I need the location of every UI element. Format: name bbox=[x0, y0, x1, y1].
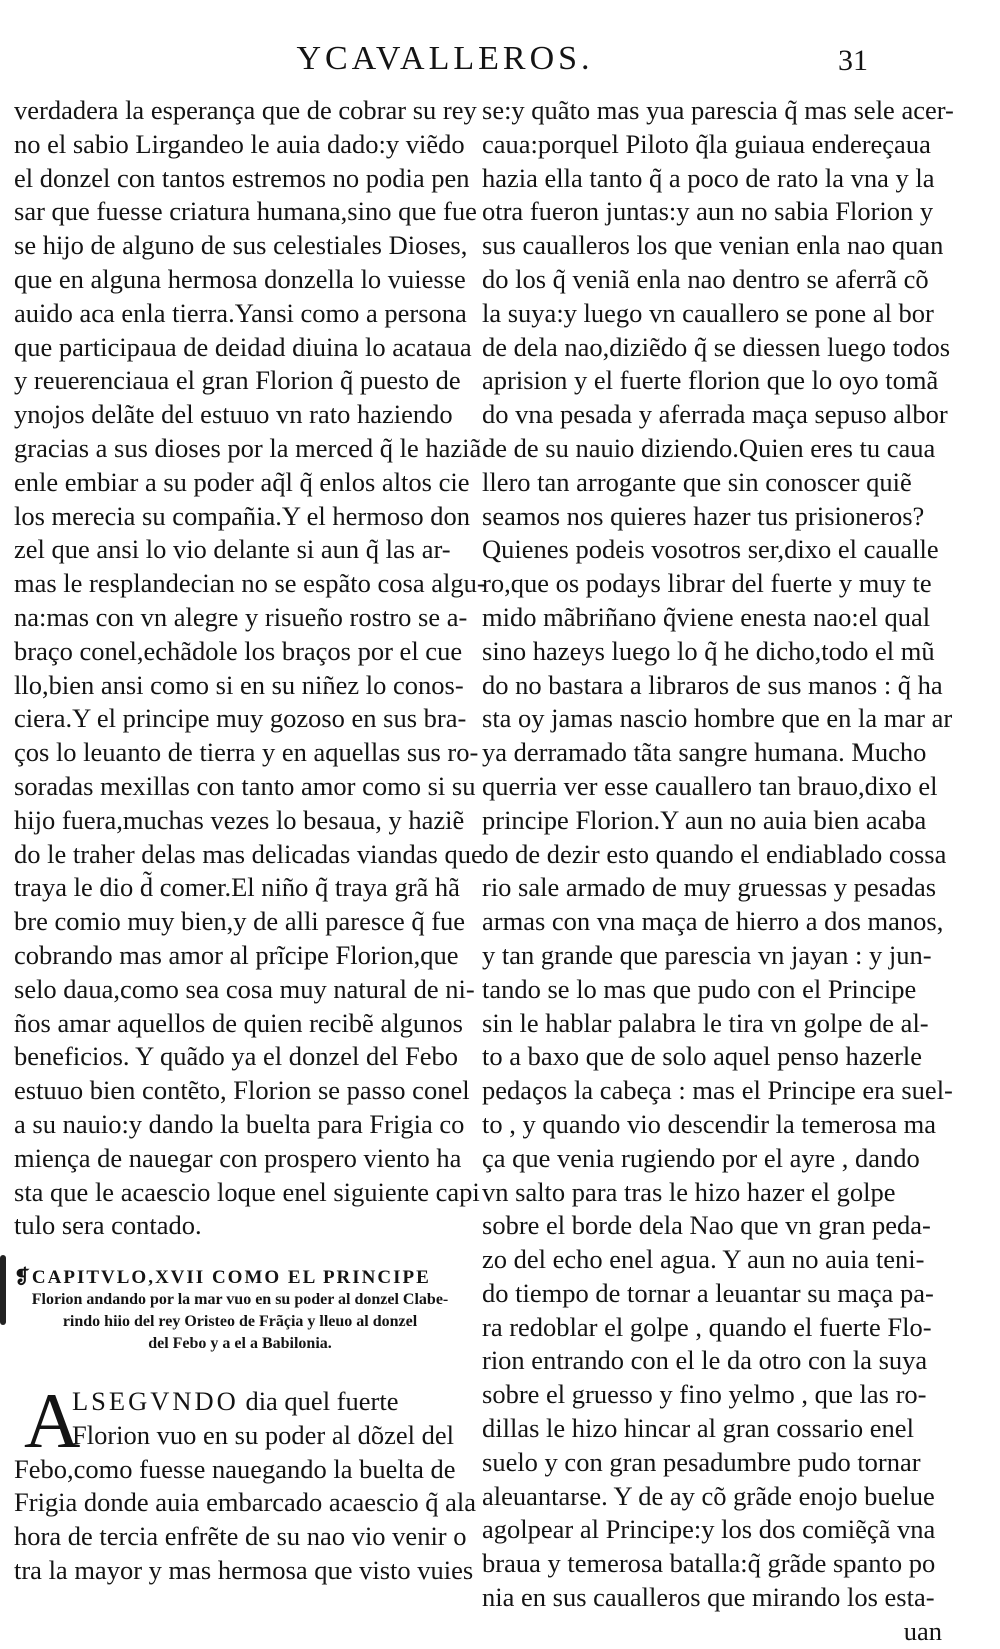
text-line: zo del echo enel agua. Y aun no auia teni- bbox=[482, 1244, 925, 1275]
text-line: na:mas con vn alegre y risueño rostro se a- bbox=[14, 601, 468, 632]
text-line: estuuo bien contẽto, Florion se passo conel bbox=[14, 1075, 470, 1106]
text-line: Febo,como fuesse nauegando la buelta de bbox=[14, 1453, 456, 1484]
text-line: soradas mexillas con tanto amor como si su bbox=[14, 770, 476, 801]
text-line: Quienes podeis vosotros ser,dixo el caualle bbox=[482, 534, 939, 565]
text-line: do los q̃ veniã enla nao dentro se aferrã cõ bbox=[482, 263, 929, 294]
text-line: caua:porquel Piloto q̃la guiaua endereçaua bbox=[482, 128, 931, 159]
text-line: sino hazeys luego lo q̃ he dicho,todo el mũ bbox=[482, 635, 935, 666]
text-line: vn salto para tras le hizo hazer el golpe bbox=[482, 1176, 896, 1207]
text-line: braua y temerosa batalla:q̃ grãde spanto po bbox=[482, 1548, 936, 1579]
text-line: hazia ella tanto q̃ a poco de rato la vna y la bbox=[482, 162, 935, 193]
right-column-text bbox=[482, 94, 954, 1615]
text-line: selo daua,como sea cosa muy natural de ni- bbox=[14, 973, 475, 1004]
right-column bbox=[482, 94, 954, 1649]
text-line: ra redoblar el golpe , quando el fuerte Flo- bbox=[482, 1311, 932, 1342]
text-line: hijo fuera,muchas vezes lo besaua, y haziẽ bbox=[14, 804, 465, 835]
text-line: gracias a sus dioses por la merced q̃ le haziã bbox=[14, 432, 482, 463]
text-line: rion entrando con el le da otro con la suya bbox=[482, 1345, 928, 1376]
text-line: do no bastara a libraros de sus manos : q̃ ha bbox=[482, 669, 943, 700]
text-line: sobre el borde dela Nao que vn gran peda- bbox=[482, 1210, 931, 1241]
left-column-text bbox=[14, 94, 486, 1243]
text-line: bre comio muy bien,y de alli paresce q̃ fue bbox=[14, 906, 466, 937]
chapter-first-rest: dia quel fuerte bbox=[238, 1386, 399, 1417]
text-line: ça que venia rugiendo por el ayre , dando bbox=[482, 1142, 920, 1173]
chapter-heading-line: Florion andando por la mar vuo en su poder al donzel Clabe- bbox=[31, 1291, 449, 1309]
text-line: de dela nao,diziẽdo q̃ se diessen luego todos bbox=[482, 331, 951, 362]
text-line: y tan grande que parescia vn jayan : y jun- bbox=[482, 939, 932, 970]
chapter-heading bbox=[14, 1267, 466, 1355]
catchword: uan bbox=[903, 1615, 942, 1646]
text-line: sar que fuesse criatura humana,sino que fue bbox=[14, 196, 477, 227]
chapter-heading-line: del Febo y a el a Babilonia. bbox=[148, 1335, 332, 1353]
text-line: se hijo de alguno de sus celestiales Dioses, bbox=[14, 230, 468, 261]
chapter-body bbox=[14, 1377, 477, 1588]
text-line: sus caualleros los que venian enla nao quan bbox=[482, 230, 944, 261]
chapter-heading-line: rindo hiio del rey Oristeo de Frãçia y lleuo al donzel bbox=[62, 1313, 418, 1331]
text-line: otra fueron juntas:y aun no sabia Florion y bbox=[482, 196, 934, 227]
text-line: hora de tercia enfrẽte de su nao vio venir o bbox=[14, 1521, 467, 1552]
text-line: pedaços la cabeça : mas el Principe era suel- bbox=[482, 1075, 953, 1106]
text-line: tra la mayor y mas hermosa que visto vuies bbox=[14, 1555, 474, 1586]
text-line: do de dezir esto quando el endiablado cossa bbox=[482, 838, 947, 869]
chapter-first-caps: LSEGVNDO bbox=[72, 1386, 239, 1417]
text-line: que participaua de deidad diuina lo acataua bbox=[14, 331, 472, 362]
text-line: dillas le hizo hincar al gran cossario enel bbox=[482, 1413, 914, 1444]
text-line: sta oy jamas nascio hombre que en la mar ar bbox=[482, 703, 953, 734]
running-head: YCAVALLEROS. bbox=[296, 40, 594, 77]
text-line: ños amar aquellos de quien recibẽ algunos bbox=[14, 1007, 463, 1038]
text-line: sin le hablar palabra le tira vn golpe de al- bbox=[482, 1007, 929, 1038]
text-line: principe Florion.Y aun no auia bien acaba bbox=[482, 804, 927, 835]
text-line: Frigia donde auia embarcado acaescio q̃ ala bbox=[14, 1487, 477, 1518]
text-line: traya le dio d̃ comer.El niño q̃ traya grã hã bbox=[14, 872, 460, 903]
text-line: ynojos delãte del estuuo vn rato haziendo bbox=[14, 399, 453, 430]
text-line: tulo sera contado. bbox=[14, 1210, 202, 1241]
text-line: la suya:y luego vn cauallero se pone al bor bbox=[482, 297, 934, 328]
text-line: nia en sus caualleros que mirando los esta- bbox=[482, 1582, 935, 1613]
text-line: armas con vna maça de hierro a dos manos, bbox=[482, 906, 944, 937]
text-line: suelo y con gran pesadumbre pudo tornar bbox=[482, 1446, 921, 1477]
text-line: seamos nos quieres hazer tus prisioneros? bbox=[482, 500, 925, 531]
text-line: los merecia su compañia.Y el hermoso don bbox=[14, 500, 471, 531]
text-line: beneficios. Y quãdo ya el donzel del Febo bbox=[14, 1041, 458, 1072]
text-line: ços lo leuanto de tierra y en aquellas sus ro- bbox=[14, 737, 479, 768]
text-line: cobrando mas amor al prĩcipe Florion,que bbox=[14, 939, 459, 970]
text-line: to a baxo que de solo aquel penso hazerle bbox=[482, 1041, 923, 1072]
text-line: auido aca enla tierra.Yansi como a persona bbox=[14, 297, 467, 328]
chapter-heading-title: ❡CAPITVLO,XVII COMO EL PRINCIPE bbox=[14, 1267, 431, 1289]
text-line: zel que ansi lo vio delante si aun q̃ las ar- bbox=[14, 534, 451, 565]
chapter-first-line bbox=[14, 1385, 466, 1419]
page-number: 31 bbox=[838, 44, 868, 77]
text-line: a su nauio:y dando la buelta para Frigia co bbox=[14, 1108, 465, 1139]
text-line: to , y quando vio descendir la temerosa ma bbox=[482, 1108, 937, 1139]
left-column bbox=[14, 94, 486, 1588]
text-line: Florion vuo en su poder al dõzel del bbox=[72, 1419, 454, 1450]
text-line: rio sale armado de muy gruessas y pesadas bbox=[482, 872, 937, 903]
text-line: llo,bien ansi como si en su niñez lo conos- bbox=[14, 669, 464, 700]
text-line: aprision y el fuerte florion que lo oyo tomã bbox=[482, 365, 939, 396]
text-line: llero tan arrogante que sin conoscer quiẽ bbox=[482, 466, 912, 497]
text-line: se:y quãto mas yua parescia q̃ mas sele acer- bbox=[482, 95, 954, 125]
text-line: enle embiar a su poder aq̃l q̃ enlos altos cie bbox=[14, 466, 470, 497]
text-line: braço conel,echãdole los braços por el cue bbox=[14, 635, 463, 666]
text-line: de de su nauio diziendo.Quien eres tu caua bbox=[482, 432, 936, 463]
text-line: ciera.Y el principe muy gozoso en sus bra- bbox=[14, 703, 467, 734]
text-line: el donzel con tantos estremos no podia pen bbox=[14, 162, 470, 193]
margin-bracket-mark bbox=[0, 1255, 6, 1325]
text-line: verdadera la esperança que de cobrar su rey bbox=[14, 95, 477, 125]
text-line: agolpear al Principe:y los dos comiẽçã vna bbox=[482, 1514, 936, 1545]
text-line: do le traher delas mas delicadas viandas que bbox=[14, 838, 483, 869]
text-line: ro,que os podays librar del fuerte y muy te bbox=[482, 568, 932, 599]
text-line: ya derramado tãta sangre humana. Mucho bbox=[482, 737, 927, 768]
text-line: do vna pesada y aferrada maça sepuso albor bbox=[482, 399, 948, 430]
text-line: y reuerenciaua el gran Florion q̃ puesto de bbox=[14, 365, 461, 396]
text-line: tando se lo mas que pudo con el Principe bbox=[482, 973, 917, 1004]
text-line: miença de nauegar con prospero viento ha bbox=[14, 1142, 462, 1173]
text-line: do tiempo de tornar a leuantar su maça pa- bbox=[482, 1277, 934, 1308]
text-line: aleuantarse. Y de ay cõ grãde enojo buelue bbox=[482, 1480, 935, 1511]
text-line: no el sabio Lirgandeo le auia dado:y viẽdo bbox=[14, 128, 465, 159]
drop-capital: A bbox=[24, 1377, 81, 1465]
text-line: mido mãbriñano q̃viene enesta nao:el qual bbox=[482, 601, 931, 632]
text-line: sobre el gruesso y fino yelmo , que las ro- bbox=[482, 1379, 927, 1410]
text-line: sta que le acaescio loque enel siguiente capi bbox=[14, 1176, 480, 1207]
text-line: querria ver esse cauallero tan brauo,dixo el bbox=[482, 770, 938, 801]
text-line: que en alguna hermosa donzella lo vuiesse bbox=[14, 263, 466, 294]
text-line: mas le resplandecian no se espãto cosa algu- bbox=[14, 568, 486, 599]
